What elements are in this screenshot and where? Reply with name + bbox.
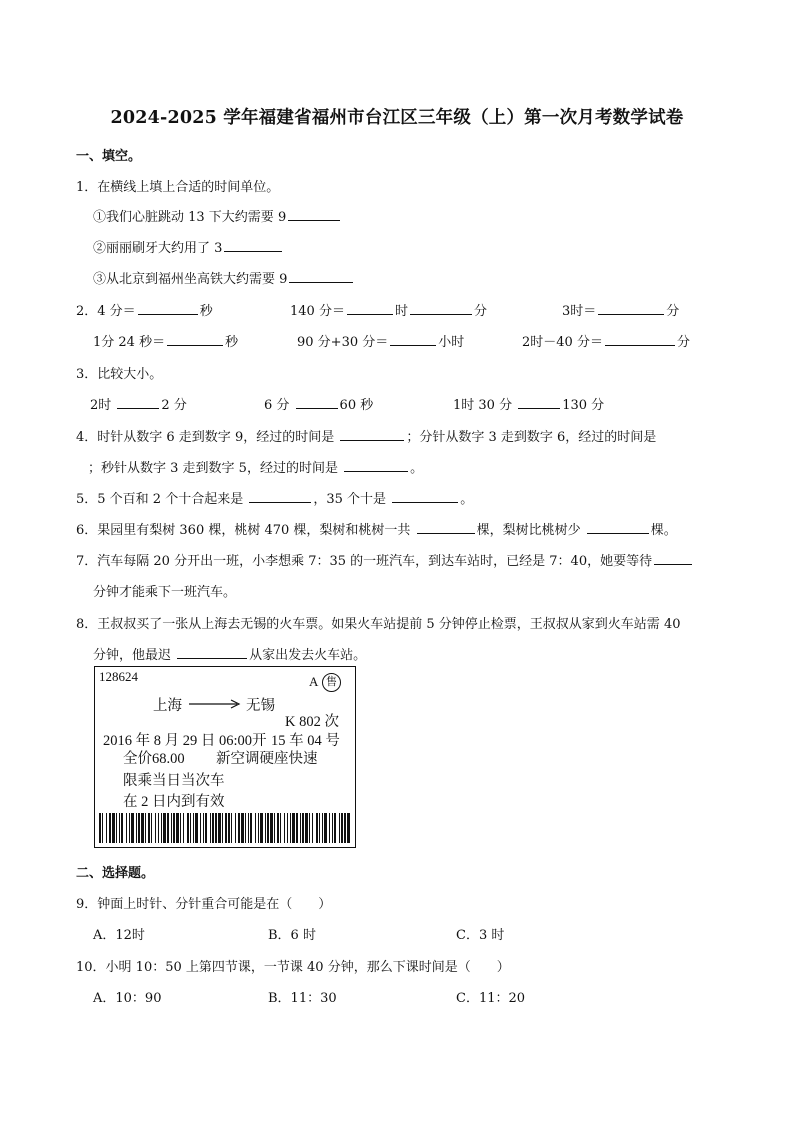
barcode-bar: [116, 813, 117, 843]
barcode-bar: [212, 813, 214, 843]
barcode-bar: [155, 813, 156, 843]
barcode-bar: [161, 813, 162, 843]
barcode-bar: [173, 813, 175, 843]
barcode-bar: [145, 813, 146, 843]
barcode-bar: [193, 813, 194, 843]
answer-blank[interactable]: [117, 395, 159, 409]
barcode-bar: [141, 813, 144, 843]
arrow-right-icon: [189, 698, 241, 710]
barcode-bar: [187, 813, 189, 843]
barcode-bar: [225, 813, 227, 843]
barcode-bar: [148, 813, 150, 843]
ticket-from: 上海: [153, 698, 182, 714]
barcode-bar: [99, 813, 101, 843]
question-5: 5．5 个百和 2 个十合起来是 ，35 个十是 。: [76, 488, 473, 507]
question-4-line-1: 4．时针从数字 6 走到数字 9，经过的时间是 ；分针从数字 3 走到数字 6，经过的时间是: [76, 426, 656, 445]
question-1-stem: 1．在横线上填上合适的时间单位。: [76, 180, 280, 195]
barcode-bar: [210, 813, 211, 843]
barcode-bar: [238, 813, 240, 843]
barcode-bar: [136, 813, 137, 843]
barcode-bar: [339, 813, 340, 843]
question-2-c: 3时＝ 分: [562, 300, 679, 319]
ticket-datetime: 2016 年 8 月 29 日 06:00开: [103, 733, 267, 749]
barcode-bar: [109, 813, 111, 843]
question-7-line-2: 分钟才能乘下一班汽车。: [93, 585, 237, 600]
question-3-a: 2时 2 分: [90, 394, 187, 413]
barcode-bar: [119, 813, 120, 843]
answer-blank[interactable]: [340, 427, 404, 441]
barcode-bar: [218, 813, 221, 843]
barcode-bar: [300, 813, 301, 843]
question-2-a: 2．4 分＝ 秒: [76, 300, 213, 319]
barcode-bar: [287, 813, 288, 843]
question-10-option-a[interactable]: A．10：90: [93, 991, 162, 1006]
barcode-bar: [102, 813, 103, 843]
question-2-e: 90 分+30 分＝ 小时: [297, 331, 464, 350]
question-9-option-c[interactable]: C．3 时: [456, 928, 505, 943]
page-title: 2024-2025 学年福建省福州市台江区三年级（上）第一次月考数学试卷: [110, 108, 684, 128]
question-10-stem: 10．小明 10：50 上第四节课，一节课 40 分钟，那么下课时间是（ ）: [76, 960, 510, 975]
answer-blank[interactable]: [410, 301, 472, 315]
barcode-bar: [255, 813, 256, 843]
ticket-train: K 802 次: [285, 714, 339, 730]
barcode-bar: [250, 813, 252, 843]
barcode-bar: [309, 813, 310, 843]
question-8-line-2: 分钟，他最迟 从家出发去火车站。: [93, 644, 366, 663]
answer-blank[interactable]: [390, 332, 436, 346]
barcode-bar: [106, 813, 107, 843]
barcode-bar: [195, 813, 198, 843]
ticket-price: 全价68.00: [123, 751, 185, 767]
barcode-bar: [190, 813, 191, 843]
barcode-bar: [329, 813, 330, 843]
barcode-bar: [290, 813, 291, 843]
barcode-bar: [180, 813, 181, 843]
question-10-option-b[interactable]: B．11：30: [268, 991, 337, 1006]
question-1-item-3: ③从北京到福州坐高铁大约需要 9: [93, 268, 355, 287]
barcode-bar: [312, 813, 313, 843]
question-3-c: 1时 30 分 130 分: [453, 394, 604, 413]
ticket-class-letter: A: [309, 674, 319, 689]
answer-blank[interactable]: [249, 489, 311, 503]
question-1-item-2: ②丽丽刷牙大约用了 3: [93, 237, 284, 256]
ticket-note-2: 在 2 日内到有效: [123, 794, 225, 810]
ticket-to: 无锡: [246, 698, 275, 714]
barcode-bar: [322, 813, 323, 843]
question-2-d: 1分 24 秒＝ 秒: [93, 331, 238, 350]
barcode-bar: [203, 813, 204, 843]
question-9-option-b[interactable]: B．6 时: [268, 928, 316, 943]
barcode-bar: [215, 813, 217, 843]
answer-blank[interactable]: [224, 238, 282, 252]
question-2-b: 140 分＝ 时 分: [290, 300, 487, 319]
answer-blank[interactable]: [288, 207, 340, 221]
barcode-bar: [274, 813, 275, 843]
barcode-bar: [126, 813, 127, 843]
answer-blank[interactable]: [417, 520, 475, 534]
barcode-bar: [265, 813, 266, 843]
train-ticket: [94, 666, 356, 848]
answer-blank[interactable]: [605, 332, 675, 346]
answer-blank[interactable]: [518, 395, 560, 409]
question-6: 6．果园里有梨树 360 棵，桃树 470 棵，梨树和桃树一共 棵，梨树比桃树少 棵。: [76, 519, 677, 538]
answer-blank[interactable]: [296, 395, 338, 409]
question-3-stem: 3．比较大小。: [76, 367, 163, 382]
ticket-seat: 15 车 04 号: [271, 733, 340, 749]
barcode-bar: [296, 813, 298, 843]
section-heading-fill-in: 一、填空。: [76, 149, 142, 164]
answer-blank[interactable]: [654, 551, 692, 565]
barcode-bar: [319, 813, 320, 843]
barcode-bar: [245, 813, 246, 843]
barcode-bar: [151, 813, 152, 843]
barcode-bar: [138, 813, 140, 843]
barcode-bar: [112, 813, 115, 843]
ticket-stamp: 售: [322, 673, 341, 692]
barcode-bar: [222, 813, 223, 843]
barcode-bar: [270, 813, 273, 843]
barcode-bar: [248, 813, 249, 843]
question-10-option-c[interactable]: C．11：20: [456, 991, 526, 1006]
barcode-bar: [129, 813, 130, 843]
barcode-bar: [305, 813, 308, 843]
barcode-bar: [205, 813, 207, 843]
barcode: [99, 813, 351, 843]
barcode-bar: [334, 813, 336, 843]
barcode-bar: [277, 813, 279, 843]
barcode-bar: [231, 813, 232, 843]
answer-blank[interactable]: [392, 489, 458, 503]
answer-blank[interactable]: [138, 301, 198, 315]
ticket-number: 128624: [99, 669, 138, 684]
barcode-bar: [316, 813, 318, 843]
answer-blank[interactable]: [289, 269, 353, 283]
barcode-bar: [183, 813, 184, 843]
section-heading-choice: 二、选择题。: [76, 866, 155, 881]
answer-blank[interactable]: [598, 301, 664, 315]
answer-blank[interactable]: [587, 520, 649, 534]
question-4-line-2: ；秒针从数字 3 走到数字 5，经过的时间是 。: [88, 457, 423, 476]
barcode-bar: [280, 813, 281, 843]
barcode-bar: [347, 813, 350, 843]
barcode-bar: [235, 813, 236, 843]
barcode-bar: [167, 813, 169, 843]
answer-blank[interactable]: [344, 458, 408, 472]
question-9-stem: 9．钟面上时针、分针重合可能是在（ ）: [76, 897, 332, 912]
barcode-bar: [228, 813, 230, 843]
barcode-bar: [121, 813, 123, 843]
barcode-bar: [341, 813, 343, 843]
barcode-bar: [267, 813, 269, 843]
barcode-bar: [260, 813, 263, 843]
barcode-bar: [171, 813, 172, 843]
barcode-bar: [332, 813, 333, 843]
barcode-bar: [131, 813, 134, 843]
question-8-line-1: 8．王叔叔买了一张从上海去无锡的火车票。如果火车站提前 5 分钟停止检票，王叔叔从家到火车站需 40: [76, 617, 681, 632]
ticket-seat-type: 新空调硬座快速: [216, 751, 318, 767]
answer-blank[interactable]: [177, 645, 247, 659]
barcode-bar: [292, 813, 295, 843]
question-3-b: 6 分 60 秒: [264, 394, 373, 413]
answer-blank[interactable]: [347, 301, 393, 315]
barcode-bar: [344, 813, 346, 843]
question-9-option-a[interactable]: A．12时: [93, 928, 145, 943]
barcode-bar: [176, 813, 179, 843]
answer-blank[interactable]: [167, 332, 223, 346]
barcode-bar: [258, 813, 259, 843]
question-7-line-1: 7．汽车每隔 20 分开出一班，小李想乘 7：35 的一班汽车，到达车站时，已经是 7：40，她要等待: [76, 550, 694, 569]
question-1-item-1: ①我们心脏跳动 13 下大约需要 9: [93, 206, 342, 225]
barcode-bar: [284, 813, 285, 843]
barcode-bar: [158, 813, 159, 843]
barcode-bar: [163, 813, 166, 843]
ticket-note-1: 限乘当日当次车: [123, 773, 225, 789]
barcode-bar: [324, 813, 327, 843]
barcode-bar: [200, 813, 201, 843]
barcode-bar: [302, 813, 304, 843]
barcode-bar: [241, 813, 244, 843]
question-2-f: 2时－40 分＝ 分: [522, 331, 690, 350]
